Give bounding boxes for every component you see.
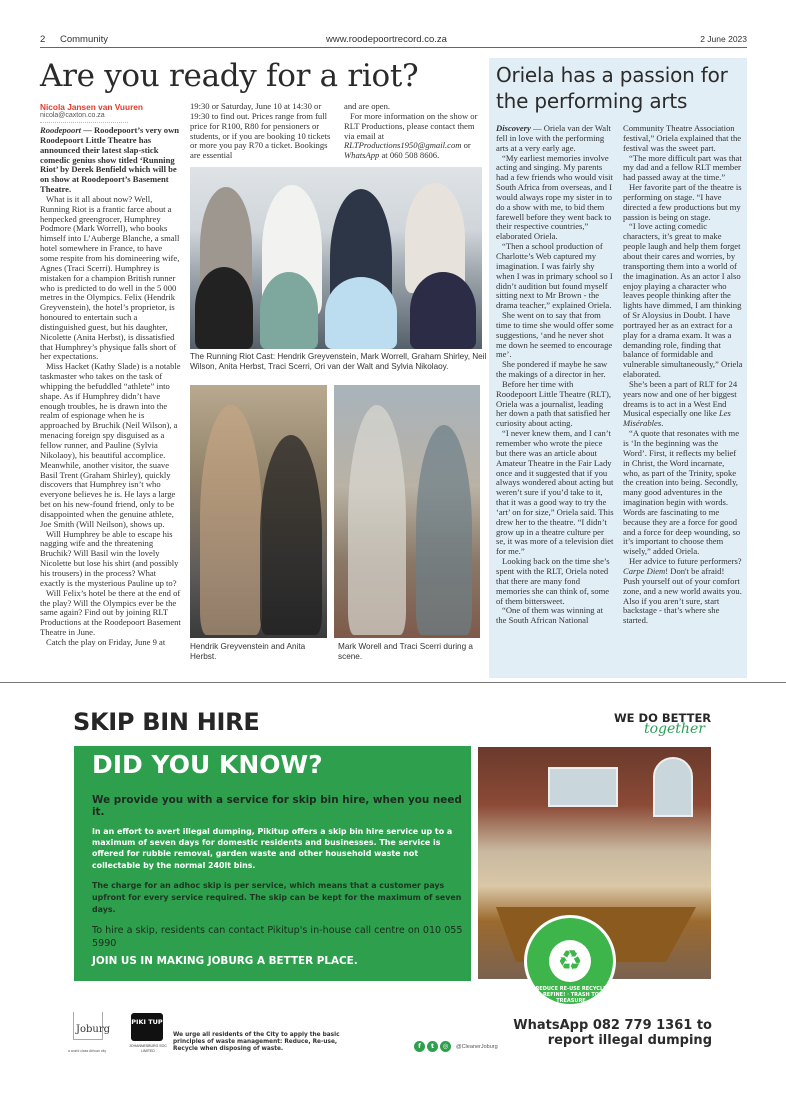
sidebar-paragraph: “The more difficult part was that my dad and a fellow RLT member had passed away at the time.” — [623, 152, 742, 183]
sidebar-paragraph: She went on to say that from time to time she would offer some suggestions, ‘and he never shot me down he seemed to encourage me’. — [496, 310, 614, 360]
pikitup-logo: PIKI TUP — [131, 1013, 163, 1041]
sidebar-column-2 — [623, 124, 743, 626]
article-lead: Roodepoort — Roodepoort’s very own Roodepoort Little Theatre has announced their latest slap-stick comedic genius show titled ‘Running Riot’ by Derek Benfield which will be on show at Roodepoort’s Basement Theatre. — [40, 125, 180, 195]
whatsapp-report: WhatsApp 082 779 1361 to report illegal dumping — [513, 1018, 712, 1048]
sidebar-paragraph: Her advice to future performers? Carpe Diem! Don't be afraid! Push yourself out of your comfort zone, and a new world awaits you. Also if you aren’t sure, start backstage - that’s where she started. — [623, 556, 742, 626]
issue-date: 2 June 2023 — [700, 34, 747, 44]
ad-tagline-script: together — [644, 721, 705, 737]
sidebar-paragraph: Before her time with Roodepoort Little Theatre (RLT), Oriela was a journalist, leading her down a path that satisfied her curiosity about acting. — [496, 378, 612, 429]
ad-contact: To hire a skip, residents can contact Pikitup's in-house call centre on 010 055 5990 — [92, 925, 463, 949]
page-number: 2 — [40, 34, 46, 45]
sidebar-paragraph: She pondered if maybe he saw the makings of a director in her. — [496, 359, 608, 380]
byline-divider — [40, 122, 128, 123]
article-paragraph: and are open. — [344, 101, 391, 111]
article-paragraph: 19:30 or Saturday, June 10 at 14:30 or 19:30 to find out. Prices range from full price for R100, R80 for pensioners or students, or if you are booking 10 tickets or more you pay R70 a ticket. Bookings are essential — [190, 101, 331, 161]
worell-scerri-caption: Mark Worell and Traci Scerri during a scene. — [338, 642, 473, 661]
sidebar-paragraph: “My earliest memories involve acting and singing. My parents had a few friends who would visit South Africa from overseas, and I would always rope my sister in to do a show with me, to bid them farewell before they went back to their respective countries,” elaborated Oriela. — [496, 152, 613, 242]
sidebar-column-1 — [496, 124, 615, 626]
contact-paragraph: For more information on the show or RLT Productions, please contact them via email at RLTProductions1950@gmail.com or WhatsApp at 060 508 8606. — [344, 110, 478, 161]
sidebar-paragraph: She’s been a part of RLT for 24 years now and one of her biggest dreams is to act in a West End Musical especially one like Les Misérables. — [623, 378, 738, 429]
article-paragraph: Catch the play on Friday, June 9 at — [46, 636, 166, 647]
sidebar-paragraph: “I love acting comedic characters, it’s great to make people laugh and help them forget about their cares and worries, by transporting them into a world of the imagination. As an actor I also enjoy playing a character who leaves people thinking after the lights have dimmed, I am thinking of Sr Aloysius in Doubt. I have portrayed her as an extract for a play for a drama exam. It was a demanding role, finding that balance of formidable and vulnerable simultaneously,” Oriela elaborated. — [623, 221, 743, 380]
ad-heading: DID YOU KNOW? — [92, 750, 323, 779]
social-handle[interactable]: @CleanerJoburg — [456, 1043, 498, 1050]
article-column-2 — [190, 102, 338, 161]
cast-photo — [190, 167, 482, 349]
sidebar-paragraph: Her favorite part of the theatre is performing on stage. “I have directed a few productions but my passion is being on stage. — [623, 182, 742, 222]
page-header — [40, 32, 747, 48]
sidebar-paragraph: “One of them was winning at the South African National — [496, 605, 603, 626]
joburg-logo: Joburg — [73, 1012, 103, 1040]
article-paragraph: Will Felix’s hotel be there at the end of the play? Will the Olympics ever be the same again? Find out by joining RLT Productions at the Roodepoort Basement Theatre in June. — [40, 587, 181, 638]
section-name: Community — [60, 34, 109, 45]
sidebar-paragraph: “Then a school production of Charlotte’s Web captured my imagination. I was fairly shy when I was in primary school so I didn’t audition but found myself sitting next to Mr Brown - the drama teacher,” explained Oriela. — [496, 241, 613, 311]
greyvenstein-herbst-photo — [190, 385, 327, 638]
site-url[interactable]: www.roodepoortrecord.co.za — [326, 34, 447, 45]
author-email[interactable]: nicola@caxton.co.za — [40, 112, 105, 119]
worell-scerri-photo — [334, 385, 480, 638]
sidebar-paragraph: Looking back on the time she’s spent with the RLT, Oriela noted that there are many fond memories she can think of, some of them bittersweet. — [496, 556, 610, 606]
sidebar-paragraph: Community Theatre Association festival,” Oriela explained that the festival was the sweet part. — [623, 123, 742, 153]
recycle-icon: ♻ — [549, 940, 591, 982]
sidebar-lead: Discovery — Oriela van der Walt fell in love with the performing arts at a very early age. — [496, 123, 611, 153]
waste-management-note: We urge all residents of the City to apply the basic principles of waste management: Reduce, Re-use, Recycle when disposing of waste. — [173, 1032, 340, 1053]
facebook-icon[interactable]: f — [414, 1041, 425, 1052]
joburg-tagline: a world class African city — [68, 1049, 107, 1053]
pikitup-tagline: JOHANNESBURG SOC LIMITED — [129, 1044, 167, 1053]
twitter-icon[interactable]: t — [427, 1041, 438, 1052]
ad-paragraph: In an effort to avert illegal dumping, Pikitup offers a skip bin hire service up to a maximum of seven days for domestic residents and businesses. The service is offered for rubble removal, garden waste and other household waste not collectable by the normal 240lt bins. — [92, 827, 453, 870]
sidebar-paragraph: “I never knew them, and I can’t remember who wrote the piece but there was an article about Amateur Theatre in the Fair Lady once and it suggested that if you always wondered about acting but weren’t sure if you’d take to it, that it was a good way to try the ‘art’ on for size,” Oriela said. This drew her to the theatre. “I didn’t grow up in a theatre culture per se, it was more of a television diet for me.” — [496, 428, 614, 557]
author-name: Nicola Jansen van Vuuren — [40, 102, 143, 112]
contact-email-link[interactable]: RLTProductions1950@gmail.com — [344, 140, 462, 151]
cast-photo-caption: The Running Riot Cast: Hendrik Greyvenstein, Mark Worrell, Graham Shirley, Neil Wilson, Anita Herbst, Traci Scerri, Ori van der Walt and Sylvia Nikolaoy. — [190, 352, 487, 371]
greyvenstein-herbst-caption: Hendrik Greyvenstein and Anita Herbst. — [190, 642, 306, 661]
article-column-3 — [344, 102, 484, 161]
article-paragraph: What is it all about now? Well, Running Riot is a frantic farce about a henpecked greengrocer, Humphrey Podmore (Mark Worrell), who books himself into L’Auberge Blanche, a small hotel somewhere in France, to have some respite from his domineering wife, Agnes (Traci Scerri). Humphrey is mistaken for a champion British runner who is predicted to do well in the 5 000 metres in the Olympics. Felix (Hendrik Greyvenstein), the hotel’s proprietor, is honoured to entertain such a distinguished guest, but his daughter, Nicolette (Anita Herbst), is dissatisfied that Humphrey’s physique falls short of her expectations. — [40, 193, 180, 362]
sidebar-paragraph: “A quote that resonates with me is ‘In the beginning was the Word’. First, it reflects my belief in Christ, the Word incarnate, who, as part of the Trinity, spoke the creation into being. Secondly, many good adventures in the imagination begin with words. Words are fascinating to me because they are a force for good and a force for deep wounding, so it’s important to choose them wisely,” added Oriela. — [623, 428, 741, 557]
article-column-1 — [40, 126, 181, 648]
ad-title: SKIP BIN HIRE — [73, 708, 260, 736]
article-headline: Are you ready for a riot? — [40, 58, 419, 94]
ad-tagline: WE DO BETTER — [614, 711, 712, 725]
sidebar-headline: Oriela has a passion for the performing arts — [496, 63, 728, 113]
ad-cta: JOIN US IN MAKING JOBURG A BETTER PLACE. — [92, 955, 358, 967]
ad-paragraph: The charge for an adhoc skip is per service, which means that a customer pays upfront for every service required. The skip can be kept for the maximum of seven days. — [92, 881, 462, 914]
article-paragraph: Will Humphrey be able to escape his nagging wife and the threatening Bruchik? Will Basil win the lovely Nicolette but lose his shirt (and possibly his trousers) in the process? What exactly is the mysterious Pauline up to? — [40, 528, 179, 588]
recycle-badge: ♻ REDUCE RE-USE RECYCLE REFINE! · TRASH TO TREASURE — [524, 915, 616, 1007]
ad-subheading: We provide you with a service for skip bin hire, when you need it. — [92, 794, 462, 818]
article-paragraph: Miss Hacket (Kathy Slade) is a notable taskmaster who takes on the task of whipping the befuddled “athlete” into shape. As if Humphrey didn’t have enough troubles, he is drawn into the realm of espionage when he is approached by Bruchik (Neil Wilson), a menacing foreign spy disguised as a fellow runner, and Pauline (Sylvia Nikolaoy), his beautiful accomplice. Meanwhile, another visitor, the suave Basil Trent (Graham Shirley), quickly discovers that Humphrey isn’t who everyone believes he is. He lays a large bet on his new-found friend, only to be disappointed when the genuine athlete, Joe Smith (Will Neilson), shows up. — [40, 361, 181, 529]
ad-divider — [0, 682, 786, 683]
instagram-icon[interactable]: ◎ — [440, 1041, 451, 1052]
